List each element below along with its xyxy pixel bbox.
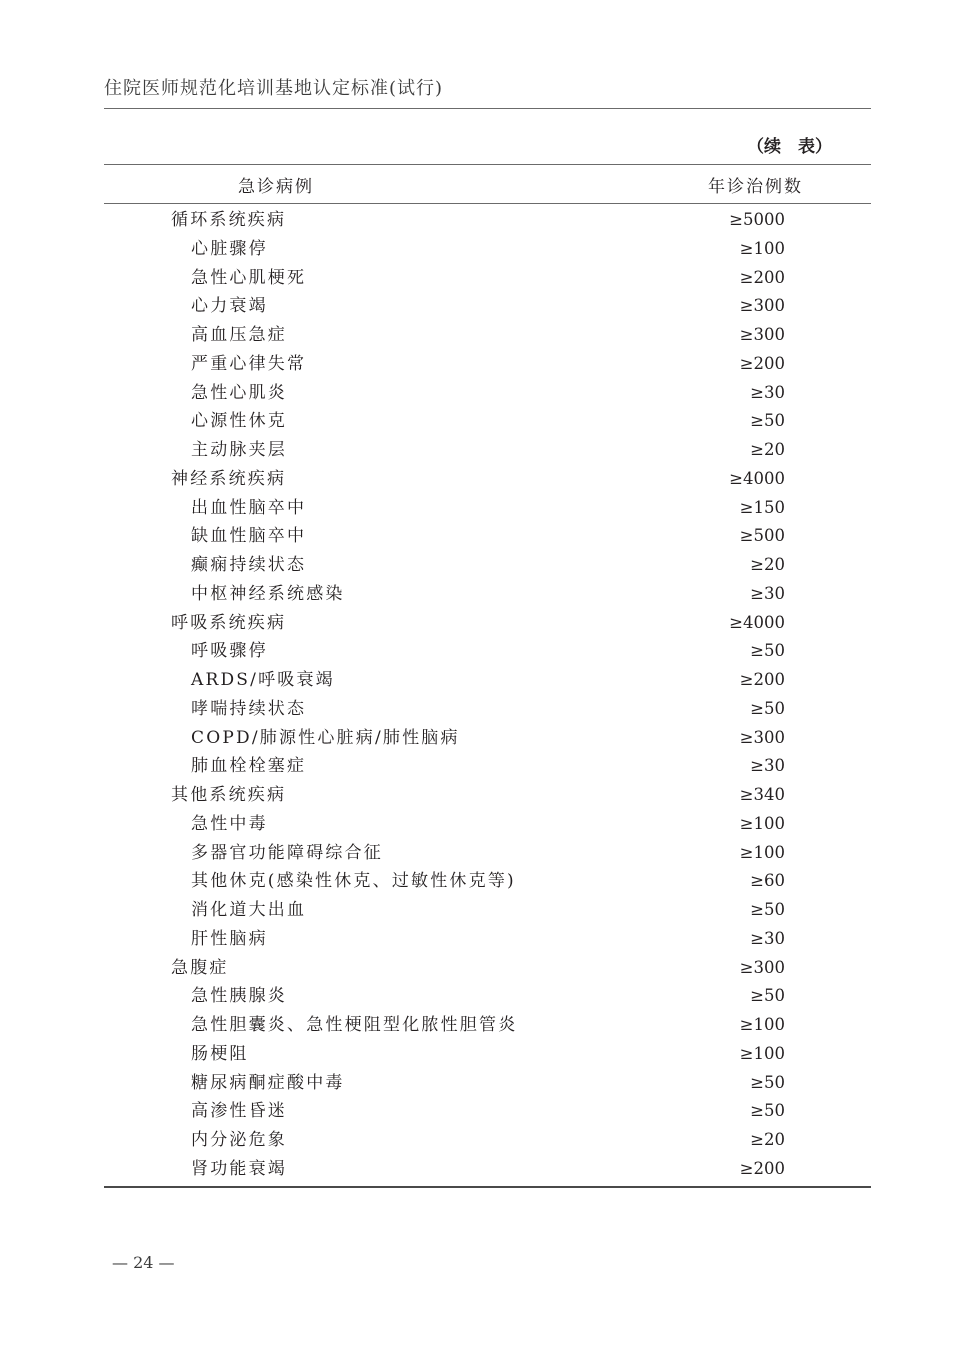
annual-count: ≥100: [739, 238, 785, 258]
annual-count: ≥100: [739, 1043, 785, 1063]
table-body: [104, 204, 871, 1186]
table-row: [104, 666, 871, 695]
case-name: 呼吸骤停: [191, 641, 268, 662]
case-name: 神经系统疾病: [171, 468, 287, 489]
annual-count: ≥50: [750, 1072, 785, 1092]
annual-count: ≥200: [739, 1158, 785, 1178]
case-name: 其他系统疾病: [171, 785, 287, 805]
annual-count: ≥20: [750, 555, 785, 574]
annual-count: ≥50: [750, 900, 785, 919]
table-row: [104, 925, 871, 954]
annual-count: ≥100: [739, 1015, 785, 1034]
table-row: [104, 350, 871, 379]
annual-count: ≥50: [750, 411, 785, 431]
case-name: 严重心律失常: [191, 353, 307, 374]
case-name: 高渗性昏迷: [191, 1101, 287, 1122]
table-row: [104, 264, 871, 293]
annual-count: ≥340: [739, 785, 785, 804]
annual-count: ≥50: [750, 641, 785, 661]
table-row: [104, 292, 871, 321]
annual-count: ≥4000: [729, 612, 785, 632]
table-row: [104, 436, 871, 465]
case-name: 主动脉夹层: [191, 440, 287, 460]
case-name: 癫痫持续状态: [191, 555, 307, 575]
table-row: [104, 407, 871, 436]
table-row: [104, 1069, 871, 1098]
case-name: ARDS/呼吸衰竭: [191, 670, 335, 690]
document-title: 住院医师规范化培训基地认定标准(试行): [104, 78, 444, 99]
table-row: [104, 580, 871, 609]
annual-count: ≥60: [750, 871, 785, 891]
table-row: [104, 810, 871, 839]
table-row: [104, 551, 871, 580]
annual-count: ≥30: [750, 756, 785, 776]
table-row: [104, 752, 871, 781]
table-row: [104, 896, 871, 925]
case-name: 循环系统疾病: [171, 210, 287, 230]
annual-count: ≥300: [739, 727, 785, 747]
category-row: [104, 206, 871, 235]
table-row: [104, 1097, 871, 1126]
annual-count: ≥100: [739, 813, 785, 833]
category-row: [104, 609, 871, 638]
category-row: [104, 954, 871, 983]
page-number: — 24 —: [112, 1253, 175, 1272]
case-name: 急性胰腺炎: [191, 986, 287, 1007]
case-name: COPD/肺源性心脏病/肺性脑病: [191, 727, 460, 748]
annual-count: ≥500: [739, 526, 785, 546]
column-header-annual-count: 年诊治例数: [708, 177, 803, 197]
table-row: [104, 522, 871, 551]
case-name: 急性心肌梗死: [191, 267, 307, 288]
table-header-row: [104, 165, 871, 203]
column-header-case: 急诊病例: [238, 177, 314, 197]
case-name: 心源性休克: [191, 411, 287, 432]
annual-count: ≥30: [750, 928, 785, 948]
table-row: [104, 235, 871, 264]
category-row: [104, 465, 871, 494]
case-name: 呼吸系统疾病: [171, 612, 287, 633]
table-row: [104, 494, 871, 523]
table-row: [104, 321, 871, 350]
case-name: 其他休克(感染性休克、过敏性休克等): [191, 871, 516, 892]
table-row: [104, 1155, 871, 1184]
annual-count: ≥200: [739, 267, 785, 287]
table-row: [104, 724, 871, 753]
table-row: [104, 867, 871, 896]
annual-count: ≥50: [750, 1101, 785, 1121]
annual-count: ≥300: [739, 296, 785, 316]
table-row: [104, 379, 871, 408]
annual-count: ≥300: [739, 325, 785, 344]
case-name: 缺血性脑卒中: [191, 526, 307, 547]
case-name: 肾功能衰竭: [191, 1158, 287, 1179]
continuation-label: （续 表）: [747, 137, 832, 157]
case-name: 心脏骤停: [191, 238, 268, 259]
case-name: 中枢神经系统感染: [191, 583, 345, 604]
annual-count: ≥100: [739, 842, 785, 862]
case-name: 高血压急症: [191, 325, 287, 345]
case-name: 消化道大出血: [191, 900, 307, 920]
table-bottom-rule: [104, 1186, 871, 1188]
annual-count: ≥4000: [729, 468, 785, 488]
table-row: [104, 637, 871, 666]
case-name: 急性中毒: [191, 813, 268, 834]
annual-count: ≥20: [750, 440, 785, 459]
annual-count: ≥20: [750, 1130, 785, 1149]
case-name: 肝性脑病: [191, 928, 268, 949]
case-name: 出血性脑卒中: [191, 497, 307, 518]
case-name: 肠梗阻: [191, 1043, 249, 1064]
case-name: 急性胆囊炎、急性梗阻型化脓性胆管炎: [191, 1015, 518, 1035]
table-row: [104, 1011, 871, 1040]
category-row: [104, 781, 871, 810]
table-row: [104, 1126, 871, 1155]
case-table: [104, 164, 871, 1188]
annual-count: ≥200: [739, 670, 785, 689]
annual-count: ≥300: [739, 957, 785, 977]
table-row: [104, 1040, 871, 1069]
annual-count: ≥150: [739, 497, 785, 517]
annual-count: ≥30: [750, 382, 785, 402]
annual-count: ≥200: [739, 353, 785, 373]
annual-count: ≥50: [750, 698, 785, 718]
annual-count: ≥5000: [729, 210, 785, 229]
table-row: [104, 695, 871, 724]
case-name: 急腹症: [171, 957, 229, 978]
table-row: [104, 982, 871, 1011]
running-header: [104, 74, 871, 109]
case-name: 糖尿病酮症酸中毒: [191, 1072, 345, 1093]
case-name: 急性心肌炎: [191, 382, 287, 403]
case-name: 哮喘持续状态: [191, 698, 307, 719]
annual-count: ≥30: [750, 583, 785, 603]
annual-count: ≥50: [750, 986, 785, 1006]
case-name: 肺血栓栓塞症: [191, 756, 307, 777]
case-name: 内分泌危象: [191, 1130, 287, 1150]
case-name: 心力衰竭: [191, 296, 268, 317]
table-row: [104, 839, 871, 868]
case-name: 多器官功能障碍综合征: [191, 842, 383, 863]
